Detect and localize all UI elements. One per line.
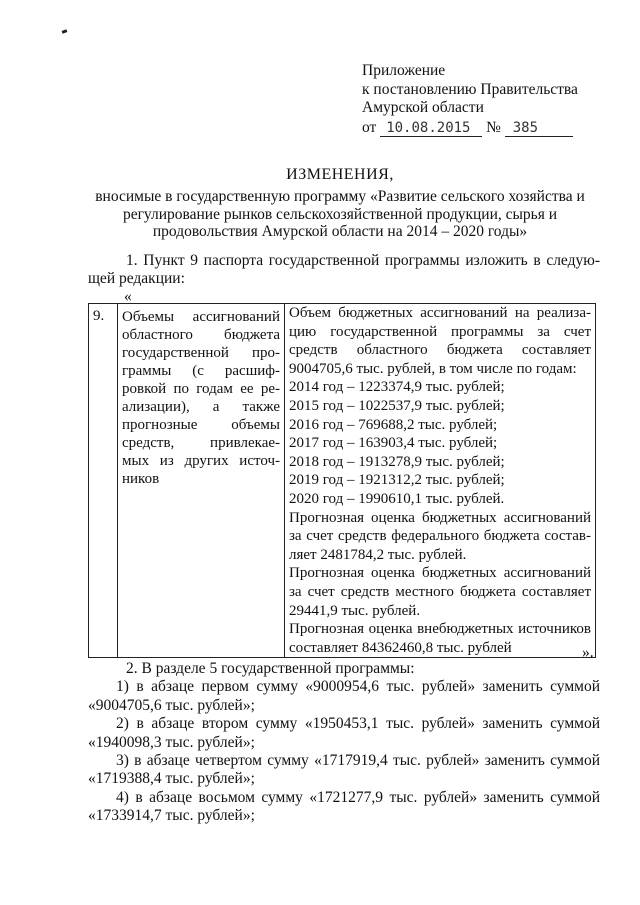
appendix-block: [362, 62, 578, 137]
list-item: [88, 678, 600, 715]
label-line: средств, привлекае-: [122, 435, 280, 451]
value-line: 2017 год – 163903,4 тыс. рублей;: [289, 435, 498, 452]
value-line: за счет средств федерального бюджета состав-: [289, 528, 591, 545]
list-item-line-2: «9004705,6 тыс. рублей»;: [88, 696, 255, 714]
appendix-date-line: [362, 119, 578, 138]
label-line: областного бюджета: [122, 327, 280, 343]
value-line: ляет 2481784,2 тыс. рублей.: [289, 546, 467, 563]
value-line: 2019 год – 1921312,2 тыс. рублей;: [289, 472, 505, 489]
number-label: №: [486, 118, 501, 136]
subtitle-line-1: вносимые в государственную программу «Развитие сельского хозяйства и: [95, 188, 585, 205]
section-2-items: [88, 678, 600, 825]
value-line: 9004705,6 тыс. рублей, в том числе по годам:: [289, 360, 577, 377]
list-item-line-2: «1940098,3 тыс. рублей»;: [88, 733, 255, 751]
list-item-line-1: 4) в абзаце восьмом сумму «1721277,9 тыс. рублей» заменить суммой: [116, 788, 600, 806]
value-line: средств областного бюджета составляет: [289, 342, 591, 359]
appendix-line-2: к постановлению Правительства: [362, 80, 578, 98]
value-line: 29441,9 тыс. рублей.: [289, 602, 421, 619]
appendix-line-1: Приложение: [362, 62, 446, 79]
document-title: [60, 166, 620, 241]
from-label: от: [362, 118, 377, 136]
list-item-line-1: 3) в абзаце четвертом сумму «1717919,4 тыс. рублей» заменить суммой: [116, 752, 600, 770]
value-line: 2020 год – 1990610,1 тыс. рублей.: [289, 490, 505, 507]
passport-table: [88, 303, 596, 658]
row-number: 9.: [89, 304, 118, 658]
value-line: Прогнозная оценка внебюджетных источников: [289, 621, 591, 638]
row-label: [122, 308, 280, 488]
value-line: 2018 год – 1913278,9 тыс. рублей;: [289, 453, 505, 470]
title-heading: ИЗМЕНЕНИЯ,: [286, 166, 394, 183]
scan-mark: [62, 29, 68, 34]
label-line: мых из других источ-: [122, 453, 280, 469]
point-1-line-1: 1. Пункт 9 паспорта государственной программы изложить в следую-: [126, 252, 600, 269]
list-item-line-1: 1) в абзаце первом сумму «9000954,6 тыс. рублей» заменить суммой: [116, 678, 600, 696]
appendix-line-3: Амурской области: [362, 99, 484, 116]
value-line: Прогнозная оценка бюджетных ассигнований: [289, 565, 591, 582]
number-value: 385: [505, 120, 573, 137]
section-2-intro: 2. В разделе 5 государственной программы:: [126, 660, 415, 677]
value-line: Объем бюджетных ассигнований на реализа-: [289, 305, 591, 321]
label-line: ровкой по годам ее ре-: [122, 381, 280, 397]
value-line: 2016 год – 769688,2 тыс. рублей;: [289, 416, 498, 433]
value-line: цию государственной программы за счет: [289, 323, 591, 340]
value-line: за счет средств местного бюджета составляет: [289, 583, 591, 600]
value-line: Прогнозная оценка бюджетных ассигнований: [289, 509, 591, 526]
label-line: Объемы ассигнований: [122, 309, 280, 325]
table-row: [89, 304, 596, 658]
subtitle-line-2: регулирование рынков сельскохозяйственной продукции, сырья и: [122, 205, 558, 223]
label-line: прогнозные объемы: [122, 417, 280, 433]
point-1-line-2: щей редакции:: [88, 270, 185, 287]
row-label-cell: [118, 304, 285, 658]
list-item: [88, 715, 600, 752]
row-value: [289, 304, 591, 657]
subtitle-line-3: продовольствия Амурской области на 2014 – 2020 годы»: [152, 223, 528, 240]
list-item: [88, 752, 600, 789]
value-line: 2014 год – 1223374,9 тыс. рублей;: [289, 379, 505, 396]
title-subtitle: [60, 188, 620, 241]
label-line: государственной про-: [122, 345, 280, 361]
value-line: 2015 год – 1022537,9 тыс. рублей;: [289, 397, 505, 414]
label-line: ализации), а также: [122, 399, 280, 415]
row-value-cell: [285, 304, 596, 658]
value-line: составляет 84362460,8 тыс. рублей: [289, 639, 512, 656]
list-item-line-1: 2) в абзаце втором сумму «1950453,1 тыс. рублей» заменить суммой: [116, 715, 600, 733]
label-line: ников: [122, 471, 160, 487]
quote-open: «: [124, 288, 132, 305]
list-item-line-2: «1733914,7 тыс. рублей»;: [88, 807, 255, 825]
point-1-paragraph: [88, 252, 600, 288]
quote-close: ».: [582, 644, 594, 661]
list-item-line-2: «1719388,4 тыс. рублей»;: [88, 770, 255, 788]
date-value: 10.08.2015: [380, 120, 482, 137]
label-line: граммы (с расшиф-: [122, 363, 280, 379]
list-item: [88, 789, 600, 826]
section-2: [88, 660, 600, 826]
